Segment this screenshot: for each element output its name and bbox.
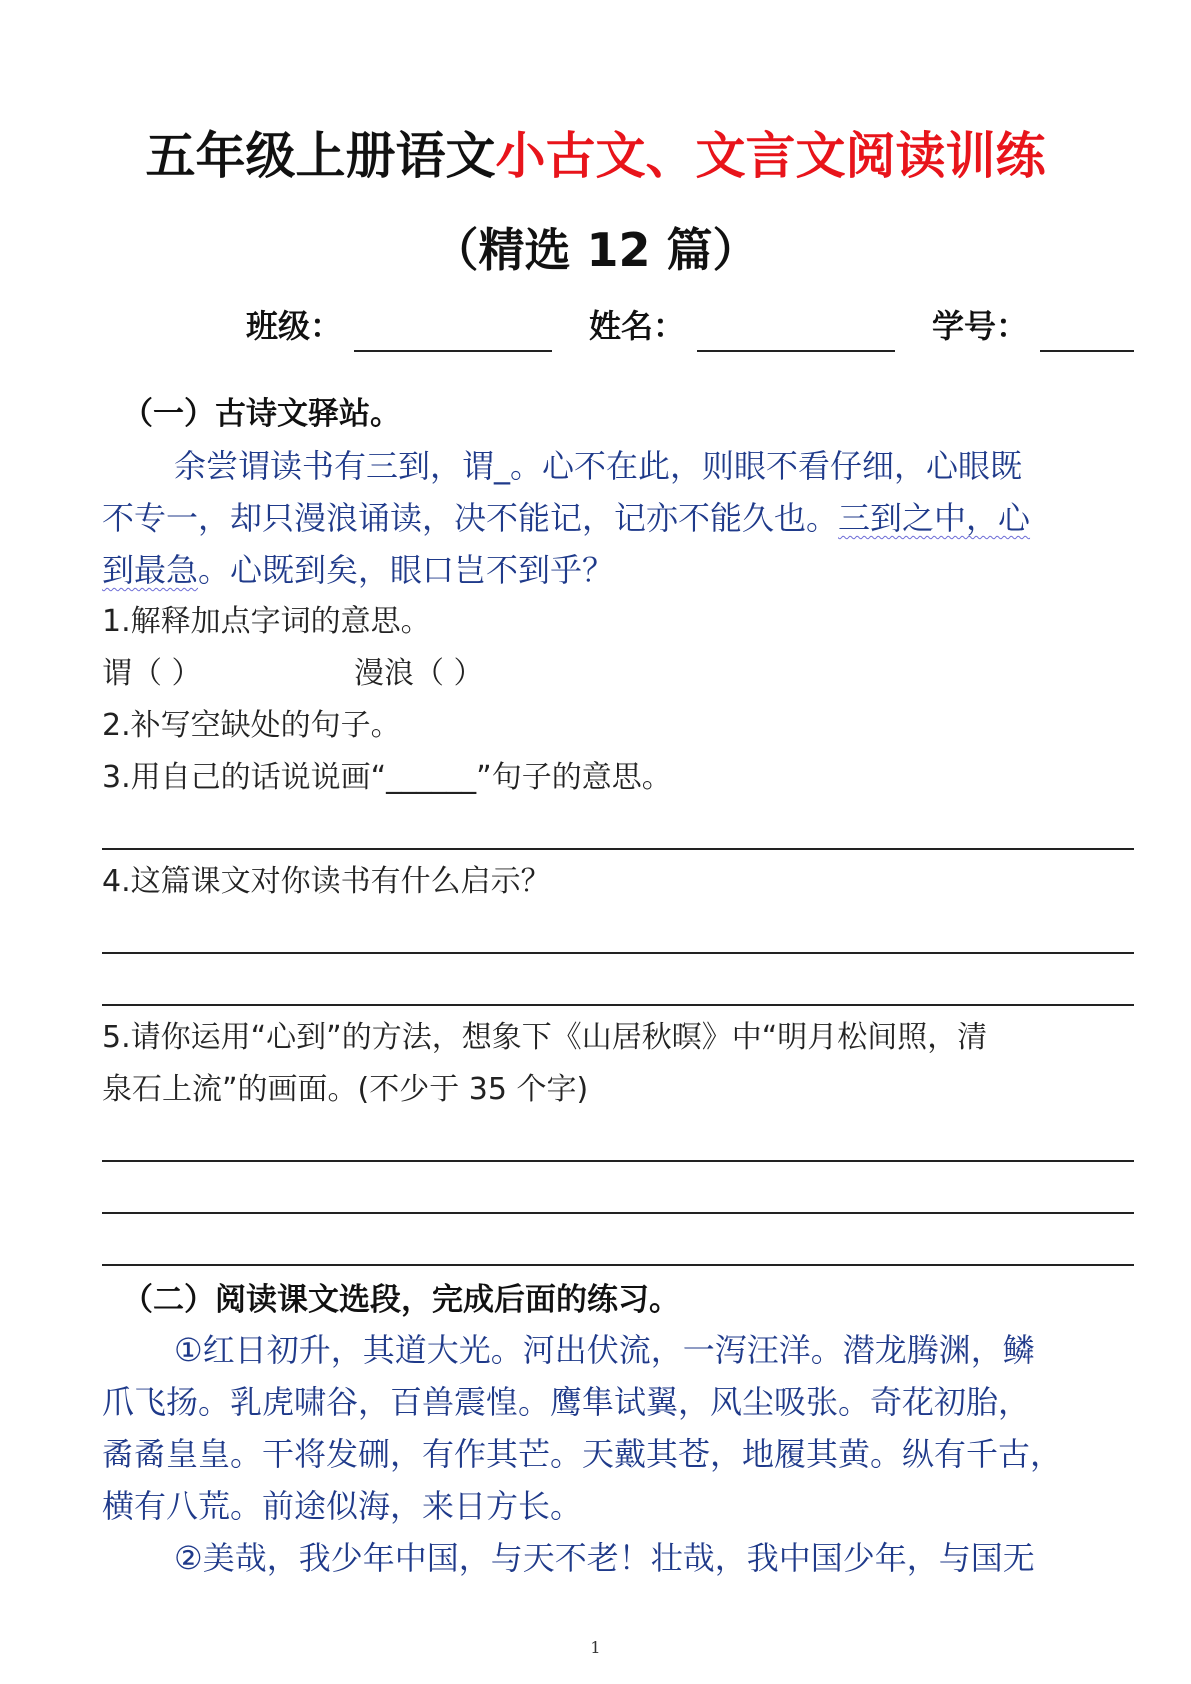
- passage-line: 横有八荒。前途似海，来日方长。: [102, 1487, 583, 1525]
- passage-line: ①红日初升，其道大光。河出伏流，一泻汪洋。潜龙腾渊，鳞: [174, 1331, 1035, 1369]
- question-5-line-2: 泉石上流”的画面。(不少于 35 个字): [102, 1072, 589, 1107]
- page-subtitle: （精选 12 篇）: [432, 223, 759, 277]
- answer-line[interactable]: [102, 1264, 1134, 1266]
- answer-line[interactable]: [102, 1212, 1134, 1214]
- name-field[interactable]: [697, 350, 895, 352]
- passage-line: [102, 544, 1134, 596]
- question-1-item-1: 谓（ ）: [102, 656, 202, 691]
- wavy-underlined-text: 到最急: [102, 551, 199, 589]
- passage-text: 。心既到矣，眼口岂不到乎？: [198, 551, 615, 589]
- title-red-part: 小古文、文言文阅读训练: [495, 127, 1046, 185]
- question-1: 1.解释加点字词的意思。: [102, 604, 431, 639]
- student-id-label: 学号：: [932, 307, 1029, 345]
- page-title: [0, 126, 1191, 186]
- answer-line[interactable]: [102, 1004, 1134, 1006]
- question-3: 3.用自己的话说说画“______”句子的意思。: [102, 760, 672, 795]
- section1-heading: （一）古诗文驿站。: [122, 396, 401, 432]
- question-4: 4.这篇课文对你读书有什么启示？: [102, 864, 551, 899]
- student-id-field[interactable]: [1040, 350, 1134, 352]
- question-1-item-2: 漫浪（ ）: [354, 656, 484, 691]
- page-number: 1: [590, 1638, 601, 1657]
- passage-line: 余尝谓读书有三到，谓_。心不在此，则眼不看仔细，心眼既: [174, 447, 1023, 485]
- section1-passage: [102, 440, 1134, 596]
- answer-line[interactable]: [102, 1160, 1134, 1162]
- answer-line[interactable]: [102, 848, 1134, 850]
- name-label: 姓名：: [589, 307, 686, 345]
- passage-line: [102, 492, 1134, 544]
- wavy-underlined-text: 三到之中，心: [838, 499, 1031, 537]
- answer-line[interactable]: [102, 952, 1134, 954]
- passage-line: ②美哉，我少年中国，与天不老！壮哉，我中国少年，与国无: [174, 1539, 1035, 1577]
- passage-line: 爪飞扬。乳虎啸谷，百兽震惶。鹰隼试翼，风尘吸张。奇花初胎，: [102, 1383, 1031, 1421]
- class-label: 班级：: [246, 307, 343, 345]
- passage-line: 矞矞皇皇。干将发硎，有作其芒。天戴其苍，地履其黄。纵有千古，: [102, 1435, 1063, 1473]
- passage-text: 不专一，却只漫浪诵读，决不能记，记亦不能久也。: [102, 499, 839, 537]
- title-black-part: 五年级上册语文: [145, 127, 496, 185]
- question-5-line-1: 5.请你运用“心到”的方法，想象下《山居秋暝》中“明月松间照，清: [102, 1020, 988, 1055]
- question-2: 2.补写空缺处的句子。: [102, 708, 401, 743]
- section2-passage: [102, 1324, 1134, 1584]
- class-field[interactable]: [354, 350, 552, 352]
- section2-heading: （二）阅读课文选段，完成后面的练习。: [122, 1282, 680, 1318]
